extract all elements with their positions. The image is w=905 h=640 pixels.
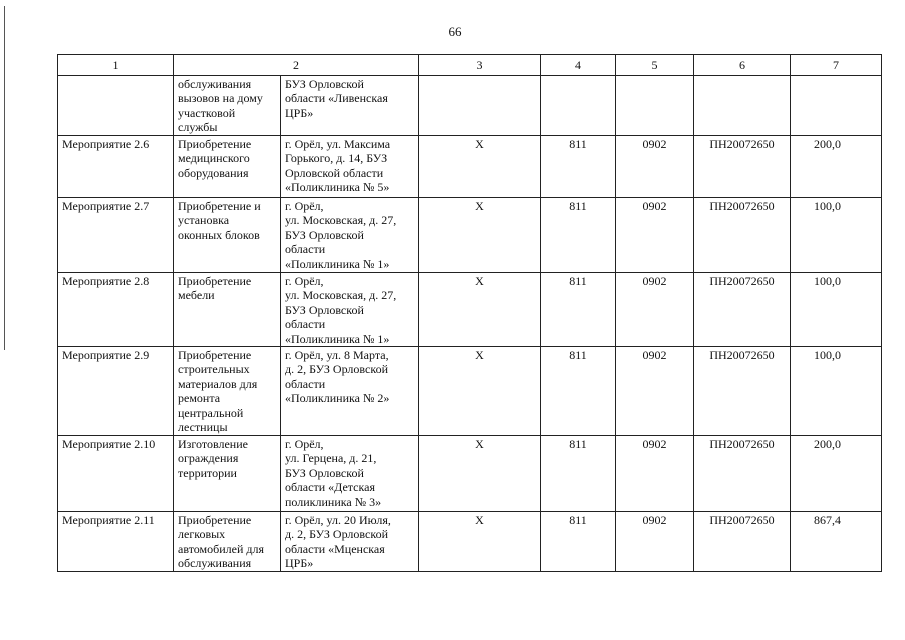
- header-cell-3: 3: [419, 55, 541, 76]
- col5-cell: 0902: [616, 436, 694, 512]
- event-cell: Мероприятие 2.11: [58, 512, 174, 572]
- col5-cell: 0902: [616, 273, 694, 347]
- col6-cell: [694, 76, 791, 136]
- col6-cell: ПН20072650: [694, 273, 791, 347]
- table-row: [58, 347, 882, 436]
- col3-cell: Х: [419, 512, 541, 572]
- recipient-cell: г. Орёл, ул. Московская, д. 27, БУЗ Орловской области «Поликлиника № 1»: [281, 198, 419, 273]
- recipient-cell: БУЗ Орловской области «Ливенская ЦРБ»: [281, 76, 419, 136]
- table-row-continuation: [58, 76, 882, 136]
- activity-cell: Приобретение мебели: [174, 273, 281, 347]
- col7-cell: 867,4: [791, 512, 882, 572]
- col7-cell: 200,0: [791, 436, 882, 512]
- col7-cell: [791, 76, 882, 136]
- event-cell: [58, 76, 174, 136]
- activity-cell: Изготовление ограждения территории: [174, 436, 281, 512]
- header-cell-2: 2: [174, 55, 419, 76]
- table-row: [58, 136, 882, 198]
- event-cell: Мероприятие 2.6: [58, 136, 174, 198]
- table-row: [58, 273, 882, 347]
- col4-cell: 811: [541, 512, 616, 572]
- col4-cell: 811: [541, 436, 616, 512]
- col6-cell: ПН20072650: [694, 136, 791, 198]
- activity-cell: Приобретение строительных материалов для ремонта центральной лестницы: [174, 347, 281, 436]
- event-cell: Мероприятие 2.7: [58, 198, 174, 273]
- col7-cell: 100,0: [791, 198, 882, 273]
- event-cell: Мероприятие 2.9: [58, 347, 174, 436]
- col5-cell: 0902: [616, 512, 694, 572]
- activity-cell: Приобретение и установка оконных блоков: [174, 198, 281, 273]
- col3-cell: Х: [419, 273, 541, 347]
- col5-cell: 0902: [616, 347, 694, 436]
- col7-cell: 200,0: [791, 136, 882, 198]
- activity-cell: Приобретение легковых автомобилей для обслуживания: [174, 512, 281, 572]
- col5-cell: 0902: [616, 136, 694, 198]
- recipient-cell: г. Орёл, ул. 8 Марта, д. 2, БУЗ Орловской области «Поликлиника № 2»: [281, 347, 419, 436]
- recipient-cell: г. Орёл, ул. Максима Горького, д. 14, БУЗ Орловской области «Поликлиника № 5»: [281, 136, 419, 198]
- event-cell: Мероприятие 2.10: [58, 436, 174, 512]
- col5-cell: [616, 76, 694, 136]
- activity-cell: Приобретение медицинского оборудования: [174, 136, 281, 198]
- col4-cell: 811: [541, 273, 616, 347]
- budget-table: [57, 54, 882, 572]
- col6-cell: ПН20072650: [694, 198, 791, 273]
- col4-cell: [541, 76, 616, 136]
- col3-cell: Х: [419, 136, 541, 198]
- col4-cell: 811: [541, 198, 616, 273]
- header-row: [58, 55, 882, 76]
- col4-cell: 811: [541, 136, 616, 198]
- col3-cell: Х: [419, 436, 541, 512]
- header-cell-5: 5: [616, 55, 694, 76]
- col6-cell: ПН20072650: [694, 512, 791, 572]
- col6-cell: ПН20072650: [694, 436, 791, 512]
- col3-cell: Х: [419, 198, 541, 273]
- col5-cell: 0902: [616, 198, 694, 273]
- col4-cell: 811: [541, 347, 616, 436]
- col7-cell: 100,0: [791, 273, 882, 347]
- recipient-cell: г. Орёл, ул. 20 Июля, д. 2, БУЗ Орловской области «Мценская ЦРБ»: [281, 512, 419, 572]
- recipient-cell: г. Орёл, ул. Герцена, д. 21, БУЗ Орловской области «Детская поликлиника № 3»: [281, 436, 419, 512]
- table-row: [58, 512, 882, 572]
- header-cell-4: 4: [541, 55, 616, 76]
- recipient-cell: г. Орёл, ул. Московская, д. 27, БУЗ Орловской области «Поликлиника № 1»: [281, 273, 419, 347]
- table-row: [58, 198, 882, 273]
- event-cell: Мероприятие 2.8: [58, 273, 174, 347]
- col3-cell: Х: [419, 347, 541, 436]
- header-cell-6: 6: [694, 55, 791, 76]
- col6-cell: ПН20072650: [694, 347, 791, 436]
- header-cell-1: 1: [58, 55, 174, 76]
- col7-cell: 100,0: [791, 347, 882, 436]
- col3-cell: [419, 76, 541, 136]
- activity-cell: обслуживания вызовов на дому участковой службы: [174, 76, 281, 136]
- table-row: [58, 436, 882, 512]
- left-margin-line: [4, 6, 5, 350]
- header-cell-7: 7: [791, 55, 882, 76]
- page-number: 66: [448, 24, 462, 39]
